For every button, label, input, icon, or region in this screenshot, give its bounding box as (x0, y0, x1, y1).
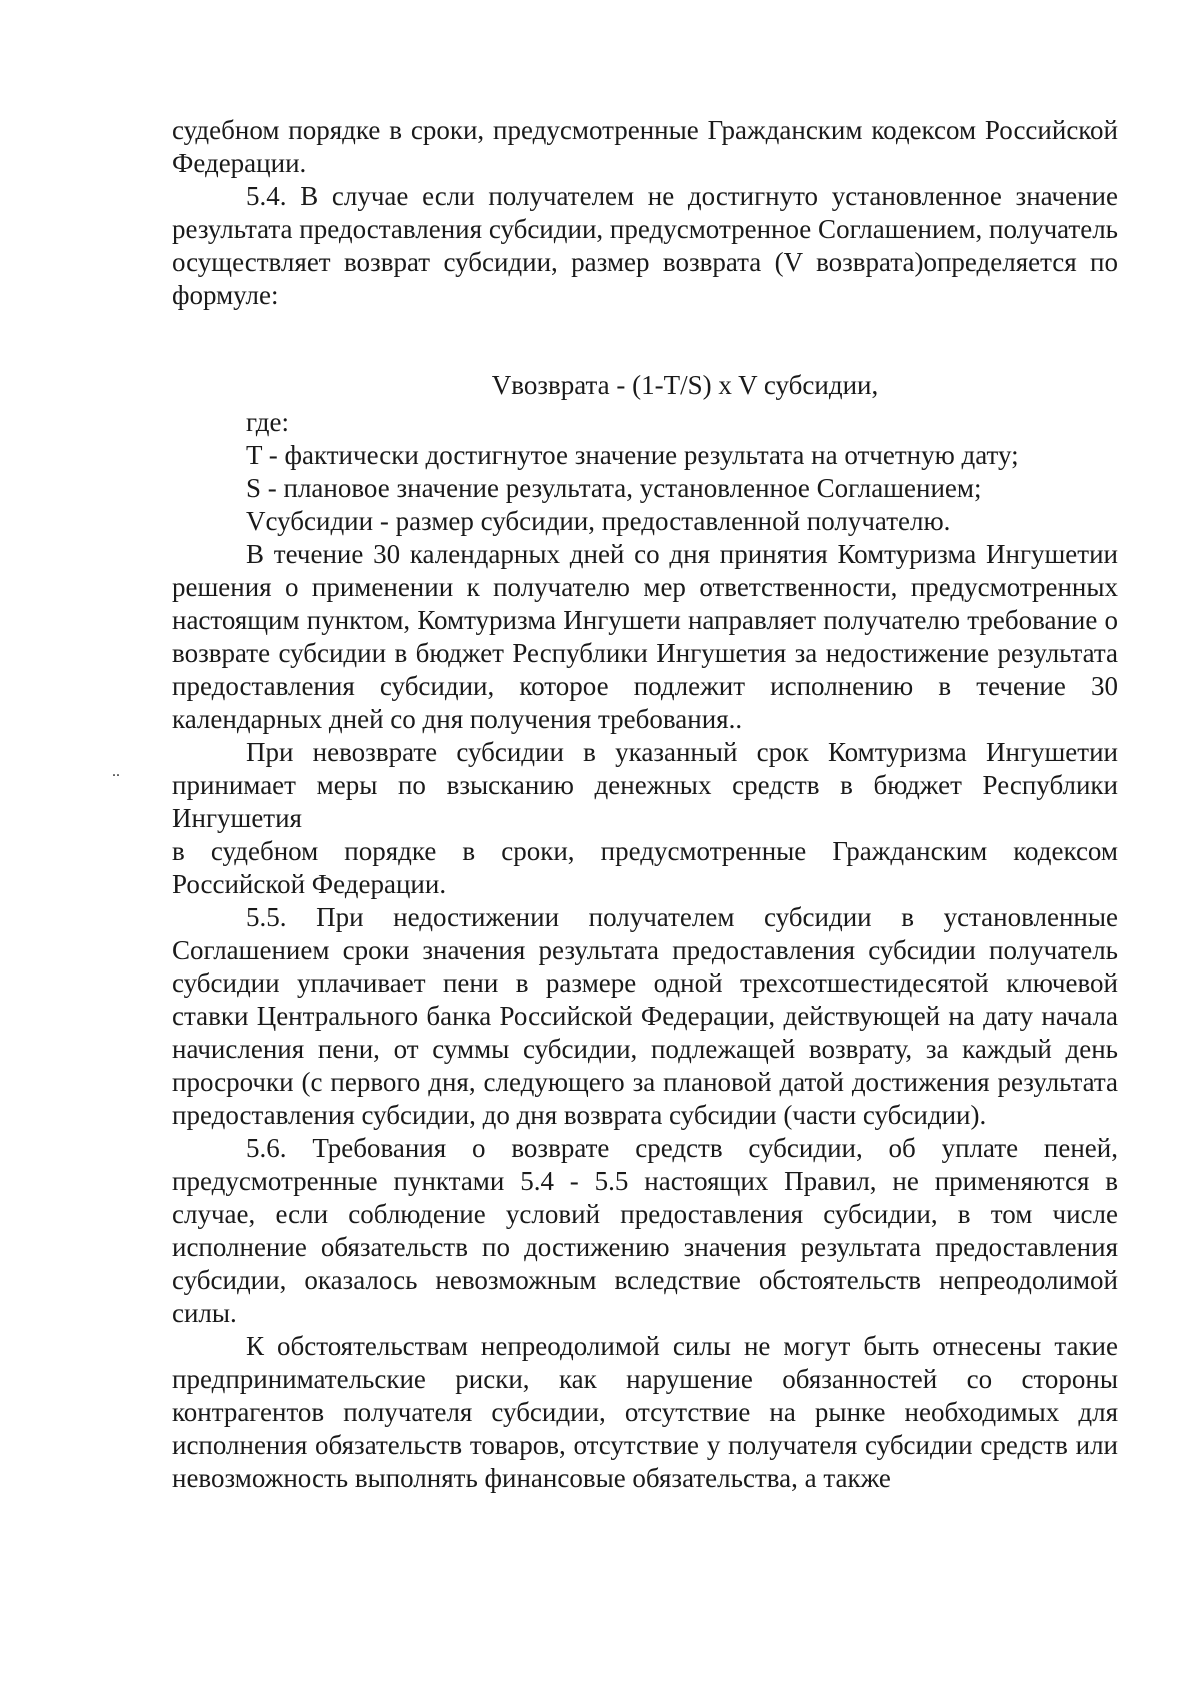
formula-where: где: (246, 407, 289, 437)
paragraph-5-6: 5.6. Требования о возврате средств субсидии, об уплате пеней, предусмотренные пунктами 5.4 - 5.5 настоящих Правил, не применяются в случае, если соблюдение условий предоставления субсидии, в том числе исполнение обязательств по достижению значения результата предоставления субсидии, оказалось невозможным вследствие обстоятельств непреодолимой силы. (172, 1133, 1118, 1328)
paragraph-requirement: В течение 30 календарных дней со дня принятия Комтуризма Ингушетии решения о применении к получателю мер ответственности, предусмотренных настоящим пунктом, Комтуризма Ингушети направляет получателю требование о возврате субсидии в бюджет Республики Ингушетия за недостижение результата предоставления субсидии, которое подлежит исполнению в течение 30 календарных дней со дня получения требования.. (172, 539, 1118, 734)
paragraph-force-majeure: К обстоятельствам непреодолимой силы не могут быть отнесены такие предпринимательские риски, как нарушение обязанностей со стороны контрагентов получателя субсидии, отсутствие на рынке необходимых для исполнения обязательств товаров, отсутствие у получателя субсидии средств или невозможность выполнять финансовые обязательства, а также (172, 1331, 1118, 1493)
document-body (172, 114, 1118, 1495)
paragraph-5-4: 5.4. В случае если получателем не достигнуто установленное значение результата предоставления субсидии, предусмотренное Соглашением, получатель осуществляет возврат субсидии, размер возврата (V возврата)определяется по формуле: (172, 181, 1118, 310)
definition-s: S - плановое значение результата, установленное Соглашением; (246, 473, 982, 503)
paragraph-court-order-2: в судебном порядке в сроки, предусмотренные Гражданским кодексом Российской Федерации. (172, 836, 1118, 899)
definition-v: Vсубсидии - размер субсидии, предоставленной получателю. (246, 506, 951, 536)
margin-mark: .. (112, 763, 120, 780)
refund-formula: Vвозврата - (1-T/S) x V субсидии, (491, 370, 879, 400)
paragraph-5-5: 5.5. При недостижении получателем субсидии в установленные Соглашением сроки значения результата предоставления субсидии получатель субсидии уплачивает пени в размере одной трехсотшестидесятой ключевой ставки Центрального банка Российской Федерации, действующей на дату начала начисления пени, от суммы субсидии, подлежащей возврату, за каждый день просрочки (с первого дня, следующего за плановой датой достижения результата предоставления субсидии, до дня возврата субсидии (части субсидии). (172, 902, 1118, 1130)
paragraph-court-order: судебном порядке в сроки, предусмотренные Гражданским кодексом Российской Федерации. (172, 115, 1118, 178)
spacer (172, 312, 1118, 369)
definition-t: T - фактически достигнутое значение результата на отчетную дату; (246, 440, 1019, 470)
paragraph-non-return: При невозврате субсидии в указанный срок Комтуризма Ингушетии принимает меры по взысканию денежных средств в бюджет Республики Ингушетия (172, 737, 1118, 833)
